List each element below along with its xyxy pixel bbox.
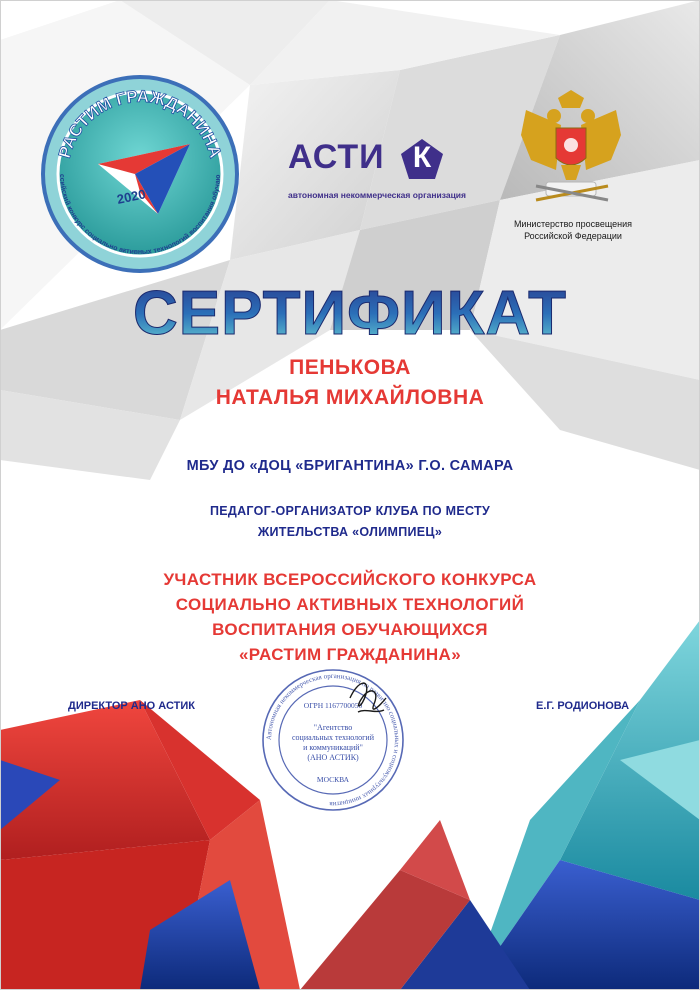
certificate-title bbox=[0, 276, 700, 356]
position-line-1: ПЕДАГОГ-ОРГАНИЗАТОР КЛУБА ПО МЕСТУ bbox=[209, 504, 491, 518]
achievement-line-3: ВОСПИТАНИЯ ОБУЧАЮЩИХСЯ bbox=[212, 620, 488, 639]
achievement bbox=[0, 567, 700, 667]
emblem-arc-title: РАСТИМ ГРАЖДАНИНА bbox=[54, 86, 226, 161]
astik-word: АСТИ bbox=[288, 138, 385, 176]
astik-k-badge bbox=[400, 138, 444, 180]
stamp-graphic bbox=[258, 668, 408, 813]
astik-subtitle: автономная некоммерческая организация bbox=[288, 190, 466, 200]
stamp-line-4: (АНО АСТИК) bbox=[307, 753, 359, 762]
ministry-name bbox=[508, 218, 638, 242]
stamp-ogrn: ОГРН 1167700050 bbox=[303, 701, 363, 710]
stamp-ring-text: Автономная некоммерческая организация по развитию социальных и социокультурных инициатив bbox=[264, 671, 402, 809]
achievement-line-2: СОЦИАЛЬНО АКТИВНЫХ ТЕХНОЛОГИЙ bbox=[175, 595, 525, 614]
recipient-name bbox=[0, 353, 700, 413]
recipient-given-names: НАТАЛЬЯ МИХАЙЛОВНА bbox=[215, 386, 485, 409]
stamp-line-1: "Агентство bbox=[313, 723, 353, 732]
certificate-title-text: СЕРТИФИКАТ bbox=[133, 279, 567, 348]
ministry-line-1: Министерство просвещения bbox=[513, 219, 633, 229]
emblem-ring-text: ссийский конкурс социально активных технологий воспитания обучаю bbox=[57, 173, 223, 257]
position-line-2: ЖИТЕЛЬСТВА «ОЛИМПИЕЦ» bbox=[257, 525, 443, 539]
emblem-year: 2020 bbox=[115, 186, 147, 207]
astik-logo bbox=[288, 138, 468, 208]
stamp-city: МОСКВА bbox=[316, 775, 350, 784]
competition-emblem bbox=[40, 74, 240, 274]
official-stamp bbox=[258, 668, 408, 813]
organization: МБУ ДО «ДОЦ «БРИГАНТИНА» Г.О. САМАРА bbox=[186, 458, 514, 474]
astik-k-letter: К bbox=[412, 141, 432, 174]
ministry-block bbox=[508, 90, 638, 250]
achievement-line-1: УЧАСТНИК ВСЕРОССИЙСКОГО КОНКУРСА bbox=[163, 570, 537, 589]
coat-of-arms-icon bbox=[516, 90, 626, 220]
ministry-line-2: Российской Федерации bbox=[524, 231, 622, 241]
achievement-line-4: «РАСТИМ ГРАЖДАНИНА» bbox=[238, 645, 462, 664]
signer-name: Е.Г. РОДИОНОВА bbox=[536, 700, 630, 712]
signer-title: ДИРЕКТОР АНО АСТИК bbox=[68, 700, 195, 712]
position bbox=[0, 501, 700, 543]
certificate-title-graphic bbox=[0, 276, 700, 356]
emblem-graphic bbox=[40, 74, 240, 274]
recipient-surname: ПЕНЬКОВА bbox=[289, 356, 411, 379]
stamp-line-3: и коммуникаций" bbox=[303, 743, 363, 752]
stamp-line-2: социальных технологий bbox=[292, 733, 374, 742]
